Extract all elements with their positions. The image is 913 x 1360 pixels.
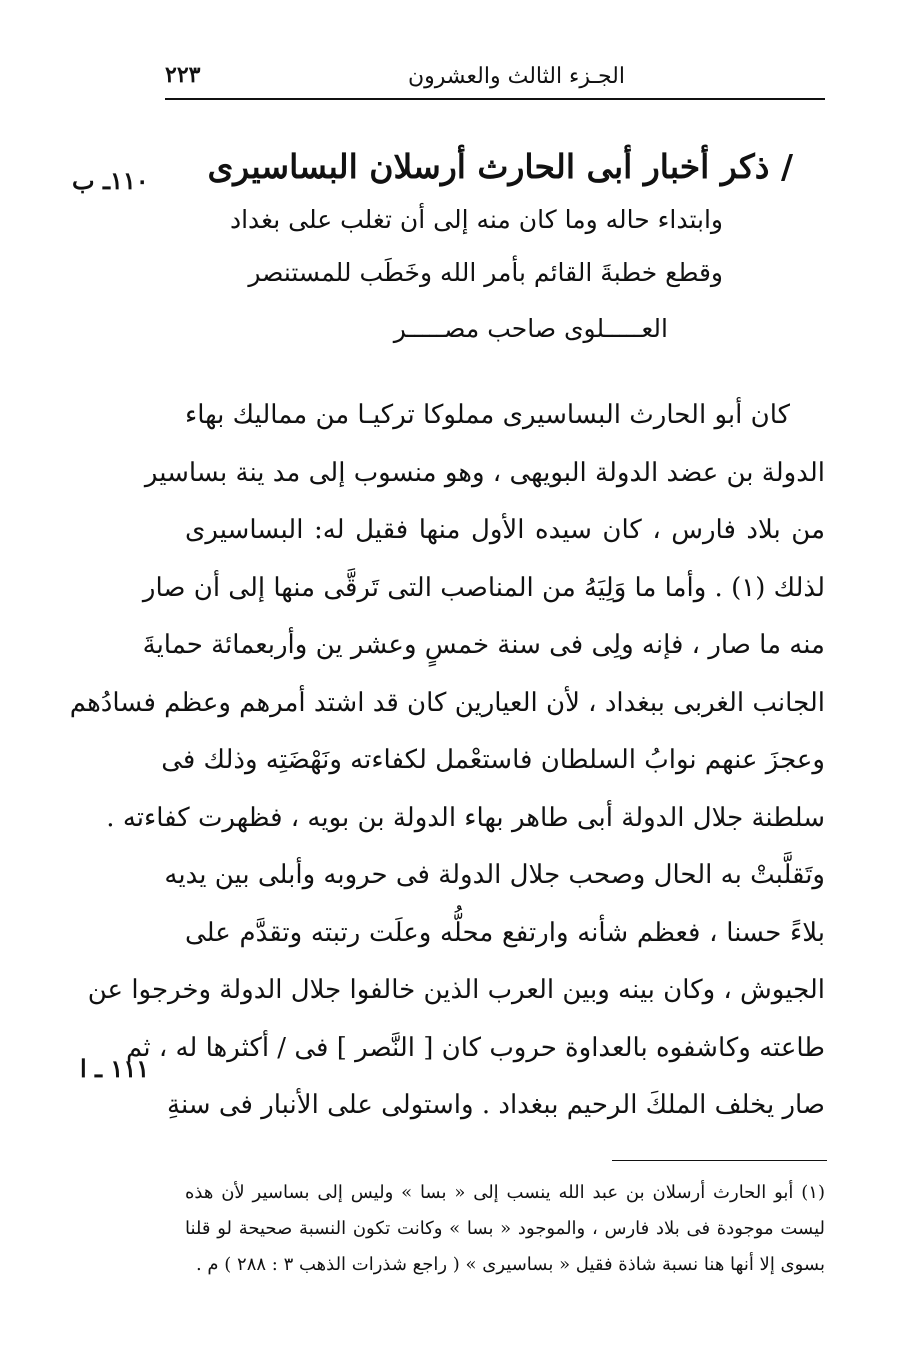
body-line: وعجزَ عنهم نوابُ السلطان فاستعْمل لكفاءته ونَهْضَتِه وذلك فى [161, 745, 825, 775]
chapter-title: / ذكر أخبار أبى الحارث أرسلان البساسيرى [207, 147, 793, 186]
footnotes [185, 1175, 825, 1283]
body-line: منه ما صار ، فإنه ولِى فى سنة خمسٍ وعشر ين وأربعمائة حمايةَ [142, 630, 825, 660]
margin-folio-note: ١١٠ـ ب [72, 166, 149, 195]
chapter-subtitle-line: العـــــلوى صاحب مصـــــر [393, 314, 668, 343]
header-rule [165, 98, 825, 100]
body-line: صار يخلف الملكَ الرحيم ببغداد . واستولى على الأنبار فى سنةِ [167, 1090, 825, 1120]
margin-folio-note: ١١١ ـ ا [80, 1054, 150, 1083]
footnote-line: ليست موجودة فى بلاد فارس ، والموجود « بسا » وكانت تكون النسبة صحيحة لو قلنا [185, 1218, 825, 1239]
body-line: الدولة بن عضد الدولة البويهى ، وهو منسوب إلى مد ينة بساسير [144, 457, 825, 488]
running-title: الجـزء الثالث والعشرون [408, 64, 625, 89]
footnote-line: (١) أبو الحارث أرسلان بن عبد الله ينسب إلى « بسا » وليس إلى بساسير لأن هذه [185, 1182, 825, 1203]
footnote-line: بسوى إلا أنها هنا نسبة شاذة فقيل « بساسيرى » ( راجع شذرات الذهب ٣ : ٢٨٨ ) م . [195, 1254, 825, 1275]
body-line: كان أبو الحارث البساسيرى مملوكا تركيـا من مماليك بهاء [184, 400, 790, 430]
body-line: وتَقلَّبتْ به الحال وصحب جلال الدولة فى حروبه وأبلى بين يديه [164, 860, 825, 890]
chapter-subtitle-line: وقطع خطبةَ القائم بأمر الله وخَطَب للمستنصر [248, 258, 723, 287]
body-line: بلاءً حسنا ، فعظم شأنه وارتفع محلُّه وعلَت رتبته وتقدَّم على [185, 917, 825, 948]
body-line: سلطنة جلال الدولة أبى طاهر بهاء الدولة بن بويه ، فظهرت كفاءته . [106, 802, 825, 833]
chapter-subtitle-line: وابتداء حاله وما كان منه إلى أن تغلب على بغداد [229, 205, 723, 234]
page-number: ٢٢٣ [165, 62, 201, 88]
body-line: لذلك (١) . وأما ما وَلِيَهُ من المناصب التى تَرقَّى منها إلى أن صار [142, 572, 825, 603]
running-head [165, 58, 825, 102]
footnote-rule [612, 1160, 827, 1161]
body-line: من بلاد فارس ، كان سيده الأول منها فقيل له: البساسيرى [185, 515, 825, 545]
body-line: الجيوش ، وكان بينه وبين العرب الذين خالفوا جلال الدولة وخرجوا عن [87, 975, 825, 1005]
body-line: طاعته وكاشفوه بالعداوة حروب كان [ النَّصر ] فى / أكثرها له ، ثم [126, 1032, 825, 1063]
body-line: الجانب الغربى ببغداد ، لأن العيارين كان قد اشتد أمرهم وعظم فسادُهم [69, 687, 825, 718]
